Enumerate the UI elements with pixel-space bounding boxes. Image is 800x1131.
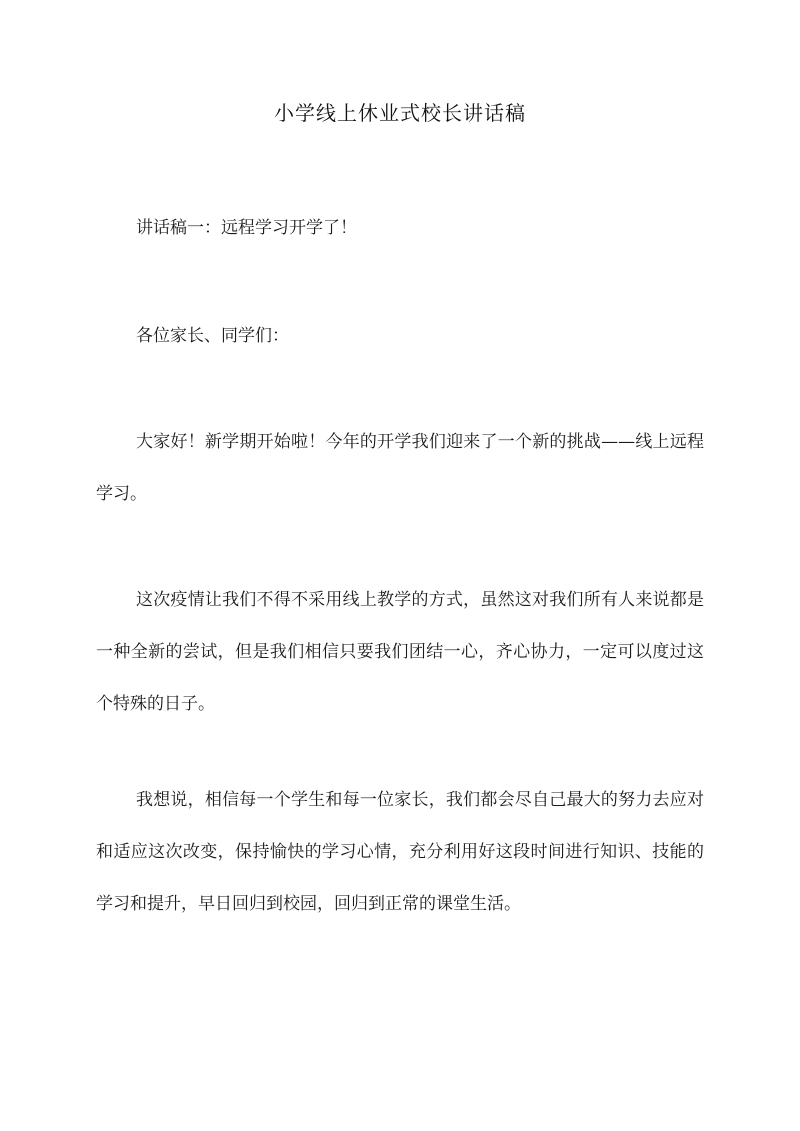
salutation-paragraph: 各位家长、同学们： (136, 326, 289, 346)
body-paragraph: 这次疫情让我们不得不采用线上教学的方式，虽然这对我们所有人来说都是一种全新的尝试，但是我们相信只要我们团结一心，齐心协力，一定可以度过这个特殊的日子。 (96, 590, 704, 714)
body-paragraph: 大家好！新学期开始啦！今年的开学我们迎来了一个新的挑战——线上远程学习。 (96, 432, 704, 504)
speech-heading: 讲话稿一：远程学习开学了！ (136, 218, 357, 238)
document-title: 小学线上休业式校长讲话稿 (274, 101, 526, 125)
body-paragraph: 我想说，相信每一个学生和每一位家长，我们都会尽自己最大的努力去应对和适应这次改变，保持愉快的学习心情，充分利用好这段时间进行知识、技能的学习和提升，早日回归到校园，回归到正常的课堂生活。 (96, 790, 704, 914)
